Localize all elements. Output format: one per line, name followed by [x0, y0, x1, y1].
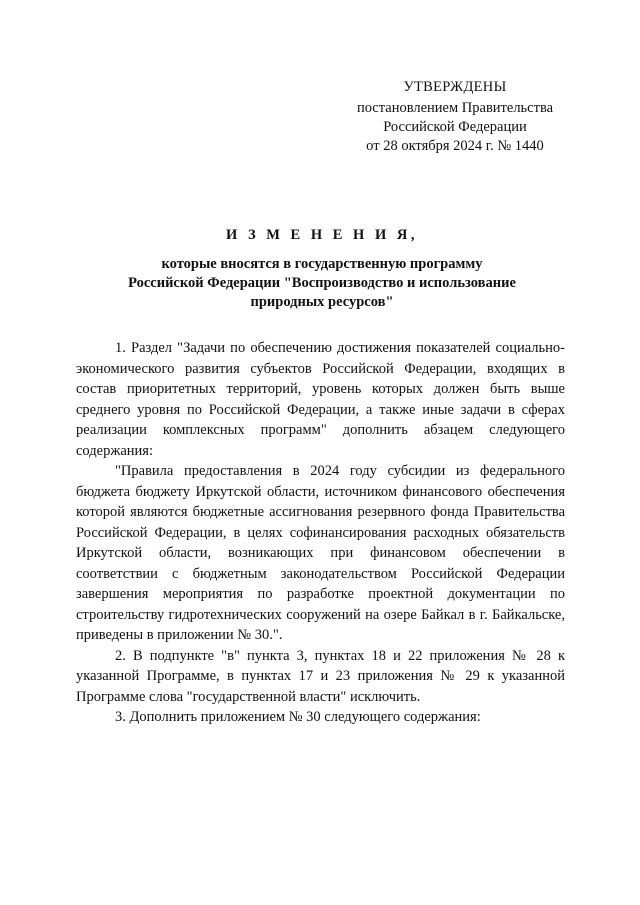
document-body	[76, 338, 565, 728]
paragraph-3: 2. В подпункте "в" пункта 3, пунктах 18 и 22 приложения № 28 к указанной Программе, в пунктах 17 и 23 приложения № 29 к указанной Программе слова "государственной власти" исключить.	[76, 647, 565, 705]
title-line-3: природных ресурсов"	[250, 294, 394, 310]
approval-line-2: Российской Федерации	[383, 119, 527, 135]
title-line-2: Российской Федерации "Воспроизводство и использование	[128, 275, 516, 291]
paragraph-1: 1. Раздел "Задачи по обеспечению достижения показателей социально-экономического развития субъектов Российской Федерации, входящих в состав приоритетных территорий, уровень которых должен быть выше среднего уровня по Российской Федерации, а также иные задачи в сферах реализации комплексных программ" дополнить абзацем следующего содержания:	[76, 340, 565, 459]
paragraph-4: 3. Дополнить приложением № 30 следующего содержания:	[115, 709, 481, 725]
title-heading: И З М Е Н Е Н И Я,	[226, 227, 418, 243]
document-title	[80, 226, 564, 312]
approval-approved: УТВЕРЖДЕНЫ	[403, 79, 507, 95]
approval-line-1: постановлением Правительства	[356, 100, 554, 116]
approval-line-3: от 28 октября 2024 г. № 1440	[366, 138, 544, 154]
paragraph-2: "Правила предоставления в 2024 году субсидии из федерального бюджета бюджету Иркутской области, источником финансового обеспечения которой являются бюджетные ассигнования резервного фонда Правительства Российской Федерации, в целях софинансирования расходных обязательств Иркутской области, возникающих при финансовом обеспечении в соответствии с бюджетным законодательством Российской Федерации завершения мероприятия по разработке проектной документации по строительству гидротехнических сооружений на озере Байкал в г. Байкальске, приведены в приложении № 30.".	[76, 463, 565, 643]
approval-stamp	[340, 78, 570, 156]
title-line-1: которые вносятся в государственную программу	[161, 256, 483, 272]
